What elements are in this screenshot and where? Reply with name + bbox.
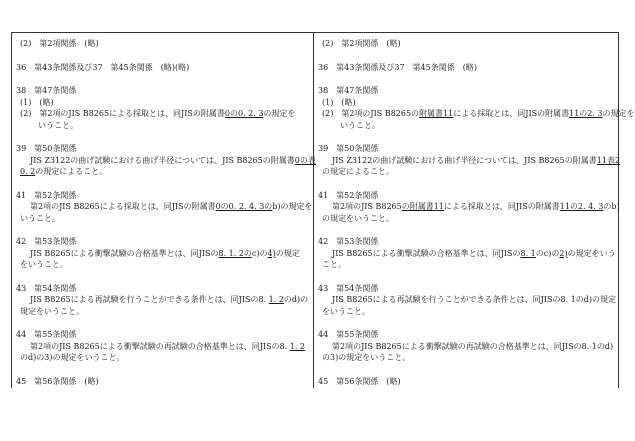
section-line xyxy=(16,166,308,178)
section-2 xyxy=(318,38,614,50)
text: JIS B8265による衝撃試験の合格基準とは、同JISの xyxy=(332,248,521,258)
amended-text: 1. 2 xyxy=(289,341,306,351)
text: JIS B8265による再試験を行うことができる条件とは、同JISの8. xyxy=(30,295,269,304)
section-heading: 36 第43条関係及び37 第45条関係 (略)(略) xyxy=(16,62,190,72)
amended-text: 0の0. 2. 4. 3の xyxy=(215,202,273,211)
section-line: をいうこと。 xyxy=(322,306,370,316)
column-divider xyxy=(313,32,314,388)
text: JIS Z3122の曲げ試験における曲げ半径については、JIS B8265の附属書 xyxy=(30,155,295,165)
amended-text: 2) xyxy=(559,248,568,258)
text: JIS Z3122の曲げ試験における曲げ半径については、JIS B8265の附属書 xyxy=(332,155,597,165)
section-line: いうこと。 xyxy=(20,213,60,223)
section-line xyxy=(16,201,313,213)
section-44 xyxy=(16,329,308,364)
section-line: いうこと。 xyxy=(340,120,380,130)
section-42 xyxy=(16,236,308,271)
section-heading: 39 第50条関係 xyxy=(16,144,77,153)
section-heading: 42 第53条関係 xyxy=(16,237,77,246)
section-41 xyxy=(318,190,620,225)
text: の規定を xyxy=(602,109,635,118)
section-38 xyxy=(318,85,635,131)
section-line xyxy=(318,201,620,213)
section-line xyxy=(16,108,308,120)
section-heading: 44 第55条関係 xyxy=(318,330,379,339)
section-line: (2) 第2項関係 (略) xyxy=(20,39,99,48)
amended-text: 8. 1 xyxy=(520,248,536,258)
section-2 xyxy=(16,38,308,50)
amended-text: 0. 2 xyxy=(20,167,36,176)
section-line xyxy=(318,155,621,167)
text: b)の規定を xyxy=(272,202,313,211)
amended-text: 11表2 xyxy=(596,155,621,165)
section-41 xyxy=(16,190,313,225)
amended-text: 0の表 xyxy=(294,155,316,165)
section-line: をいうこと。 xyxy=(20,260,68,269)
section-heading: 41 第52条関係 xyxy=(318,190,379,200)
section-line: (1) (略) xyxy=(20,97,54,107)
section-line: (1) (略) xyxy=(322,97,356,107)
section-line: のd)の3)の規定をいうこと。 xyxy=(20,353,125,362)
revised-column xyxy=(16,38,316,399)
section-line xyxy=(318,248,614,260)
amended-text: 1. 2 xyxy=(268,295,284,304)
section-heading: 38 第47条関係 xyxy=(16,86,77,95)
section-heading: 44 第55条関係 xyxy=(16,330,77,339)
section-line: こと。 xyxy=(322,260,346,269)
table-top-border xyxy=(11,32,619,33)
text: の規定を xyxy=(263,109,296,118)
text: の規定をいう xyxy=(567,248,616,258)
amended-text: の附属書11 xyxy=(401,202,444,211)
section-44 xyxy=(318,329,614,364)
amended-text: 0の0. 2. 3 xyxy=(224,109,264,118)
section-line: いうこと。 xyxy=(38,120,78,130)
text: 第2項のJIS B8265による採取とは、同JISの附属書 xyxy=(30,202,216,211)
section-line: (2) 第2項関係 (略) xyxy=(322,39,401,48)
amended-text: 11の2. 4. 3 xyxy=(559,202,604,211)
text: による採取とは、同JISの附属書 xyxy=(453,109,570,118)
section-36-37 xyxy=(16,62,308,74)
text: 第2項のJIS B8265による衝撃試験の再試験の合格基準とは、同JISの8. xyxy=(30,341,290,351)
section-heading: 41 第52条関係 xyxy=(16,190,77,200)
amended-text: 4) xyxy=(267,248,276,258)
text: のd)の xyxy=(283,295,309,304)
section-38 xyxy=(16,85,308,131)
section-line xyxy=(16,248,308,260)
section-heading: 38 第47条関係 xyxy=(318,86,379,95)
text: のc)の xyxy=(535,248,560,258)
text: のb) xyxy=(603,202,620,211)
section-heading: 45 第56条関係 (略) xyxy=(318,376,401,386)
section-42 xyxy=(318,236,614,271)
amended-text: 附属書11 xyxy=(419,109,454,118)
section-heading: 43 第54条関係 xyxy=(318,283,379,293)
current-column xyxy=(318,38,635,399)
section-43 xyxy=(318,283,614,318)
text: の規定 xyxy=(275,248,300,258)
section-line xyxy=(16,294,308,306)
section-heading: 39 第50条関係 xyxy=(318,144,379,153)
section-line: 規定をいうこと。 xyxy=(20,306,84,316)
section-line xyxy=(318,108,635,120)
section-39 xyxy=(16,143,316,178)
section-39 xyxy=(318,143,621,178)
section-heading: 42 第53条関係 xyxy=(318,237,379,246)
text: (2) 第2項のJIS B8265の xyxy=(322,109,420,118)
section-36-37 xyxy=(318,62,614,74)
section-45 xyxy=(16,376,308,388)
section-line xyxy=(16,155,316,167)
text: 第2項のJIS B8265 xyxy=(332,202,402,211)
section-heading: 45 第56条関係 (略) xyxy=(16,376,99,386)
section-43 xyxy=(16,283,308,318)
amended-text: 8. 1. 2の xyxy=(218,248,252,258)
section-line: の規定によること。 xyxy=(322,167,394,176)
section-line: の規定をいうこと。 xyxy=(322,213,394,223)
text: の規定によること。 xyxy=(35,167,108,176)
text: JIS B8265による衝撃試験の合格基準とは、同JISの xyxy=(30,248,219,258)
section-heading: 43 第54条関係 xyxy=(16,283,77,293)
amended-text: 11の2. 3 xyxy=(569,109,603,118)
section-heading: 36 第43条関係及び37 第45条関係 (略) xyxy=(318,62,477,72)
text: c)の xyxy=(251,248,268,258)
section-line: 第2項のJIS B8265による衝撃試験の再試験の合格基準とは、同JISの8. 1のd) xyxy=(332,341,614,351)
text: による採取とは、同JISの附属書 xyxy=(443,202,560,211)
text: (2) 第2項のJIS B8265による採取とは、同JISの附属書 xyxy=(20,109,225,118)
section-line: の3)の規定をいうこと。 xyxy=(322,353,411,362)
section-line xyxy=(16,341,308,353)
section-45 xyxy=(318,376,614,388)
table-left-border xyxy=(11,32,12,388)
section-line: JIS B8265による再試験を行うことができる条件とは、同JISの8. 1のd)の規定 xyxy=(332,295,616,304)
